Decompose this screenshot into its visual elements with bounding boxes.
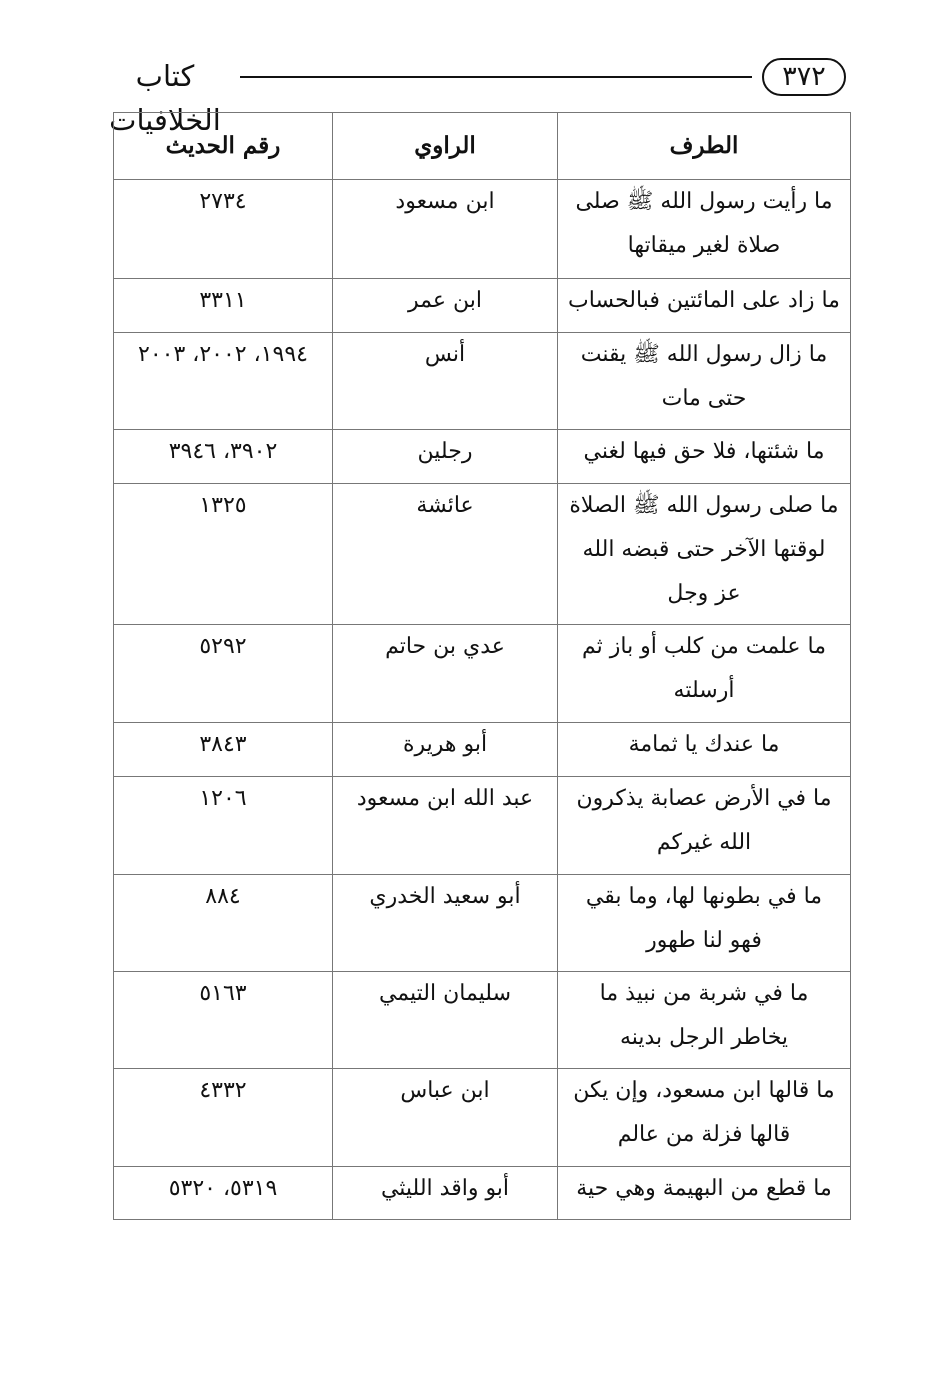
cell-rawi: ابن عباس	[333, 1069, 558, 1167]
cell-tarf: ما في بطونها لها، وما بقي فهو لنا طهور	[558, 875, 851, 972]
cell-rawi: رجلين	[333, 430, 558, 484]
cell-number: ٥١٦٣	[114, 972, 333, 1069]
cell-number: ٥٣١٩، ٥٣٢٠	[114, 1167, 333, 1220]
page-header	[100, 54, 852, 137]
table-row	[114, 777, 851, 875]
cell-tarf: ما زاد على المائتين فبالحساب	[558, 279, 851, 333]
table-row	[114, 279, 851, 333]
cell-number: ٣٩٠٢، ٣٩٤٦	[114, 430, 333, 484]
hadith-index-table	[113, 112, 851, 1220]
header-rule	[240, 76, 752, 78]
cell-tarf: ما شئتها، فلا حق فيها لغني	[558, 430, 851, 484]
table-row	[114, 333, 851, 430]
table-row	[114, 875, 851, 972]
cell-number: ٢٧٣٤	[114, 180, 333, 279]
cell-number: ١٣٢٥	[114, 484, 333, 625]
cell-number: ٨٨٤	[114, 875, 333, 972]
cell-number: ٥٢٩٢	[114, 625, 333, 723]
table-header-row	[114, 113, 851, 180]
cell-tarf: ما علمت من كلب أو باز ثم أرسلته	[558, 625, 851, 723]
cell-number: ٣٣١١	[114, 279, 333, 333]
cell-tarf: ما زال رسول الله ﷺ يقنت حتى مات	[558, 333, 851, 430]
book-title: كتاب الخلافيات	[109, 59, 221, 137]
page-number: ٣٧٢	[762, 58, 846, 96]
table-row	[114, 180, 851, 279]
cell-rawi: أبو واقد الليثي	[333, 1167, 558, 1220]
cell-rawi: ابن عمر	[333, 279, 558, 333]
cell-number: ٤٣٣٢	[114, 1069, 333, 1167]
cell-tarf: ما في شربة من نبيذ ما يخاطر الرجل بدينه	[558, 972, 851, 1069]
column-header-tarf: الطرف	[558, 113, 851, 180]
cell-number: ١٢٠٦	[114, 777, 333, 875]
cell-tarf: ما صلى رسول الله ﷺ الصلاة لوقتها الآخر حتى قبضه الله عز وجل	[558, 484, 851, 625]
cell-rawi: أبو سعيد الخدري	[333, 875, 558, 972]
cell-number: ١٩٩٤، ٢٠٠٢، ٢٠٠٣	[114, 333, 333, 430]
column-header-rawi: الراوي	[333, 113, 558, 180]
table-row	[114, 1167, 851, 1220]
table-row	[114, 625, 851, 723]
table-row	[114, 1069, 851, 1167]
cell-rawi: أنس	[333, 333, 558, 430]
table-row	[114, 430, 851, 484]
table-row	[114, 723, 851, 777]
cell-rawi: عدي بن حاتم	[333, 625, 558, 723]
cell-tarf: ما قطع من البهيمة وهي حية	[558, 1167, 851, 1220]
cell-number: ٣٨٤٣	[114, 723, 333, 777]
table-row	[114, 972, 851, 1069]
cell-rawi: أبو هريرة	[333, 723, 558, 777]
cell-rawi: عائشة	[333, 484, 558, 625]
cell-tarf: ما قالها ابن مسعود، وإن يكن قالها فزلة من عالم	[558, 1069, 851, 1167]
column-header-number: رقم الحديث	[114, 113, 333, 180]
cell-tarf: ما في الأرض عصابة يذكرون الله غيركم	[558, 777, 851, 875]
cell-rawi: ابن مسعود	[333, 180, 558, 279]
cell-tarf: ما رأيت رسول الله ﷺ صلى صلاة لغير ميقاتها	[558, 180, 851, 279]
cell-tarf: ما عندك يا ثمامة	[558, 723, 851, 777]
table-row	[114, 484, 851, 625]
cell-rawi: عبد الله ابن مسعود	[333, 777, 558, 875]
cell-rawi: سليمان التيمي	[333, 972, 558, 1069]
